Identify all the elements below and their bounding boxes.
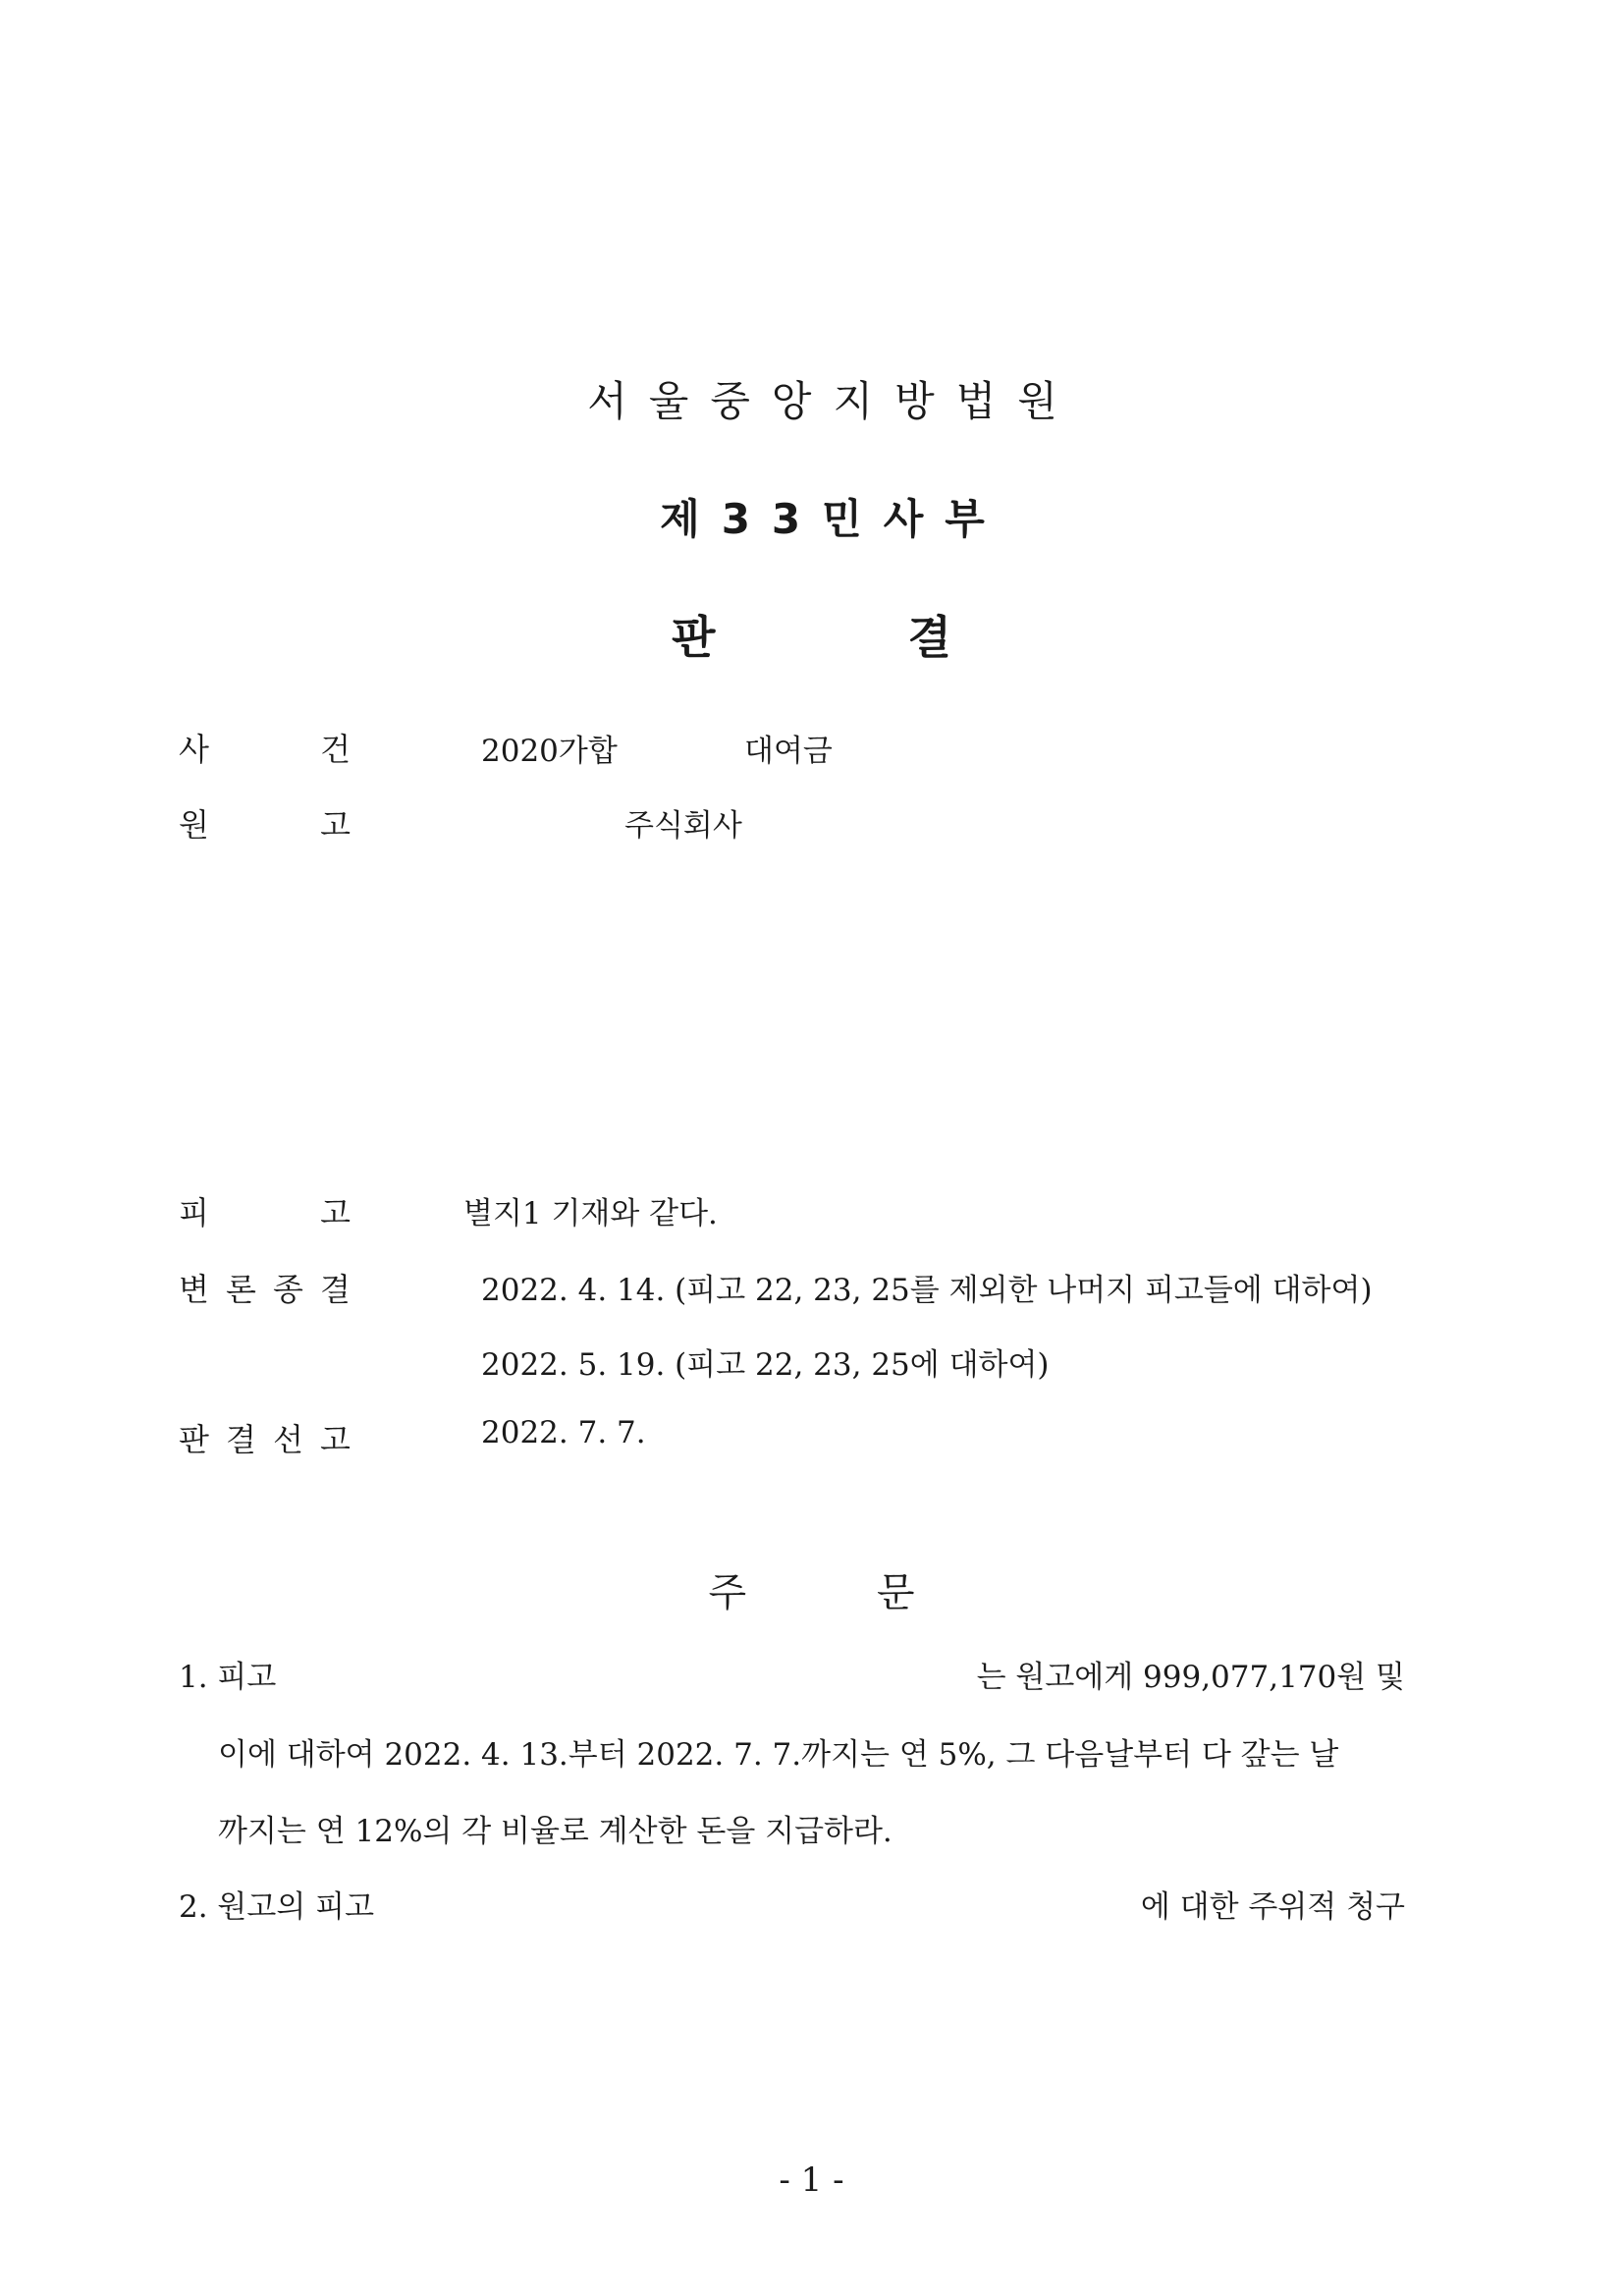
document-title: 판 결: [672, 611, 951, 664]
label-char: 론: [226, 1271, 256, 1308]
plaintiff-value: 주식회사: [624, 808, 742, 844]
label-char: 판: [179, 1421, 209, 1458]
order-item-1-right: 는 원고에게 999,077,170원 및: [976, 1660, 1405, 1695]
label-char: 사: [179, 731, 209, 768]
label-char: 변: [179, 1271, 209, 1308]
label-char: 종: [273, 1271, 303, 1308]
label-char: 건: [320, 731, 351, 768]
closing-date-2: 2022. 5. 19. (피고 22, 23, 25에 대하여): [481, 1347, 1050, 1383]
label-char: 결: [226, 1421, 256, 1458]
page-number: - 1 -: [779, 2160, 844, 2200]
pronouncement-label: [179, 1415, 351, 1460]
order-item-1-line-3: 까지는 연 12%의 각 비율로 계산한 돈을 지급하라.: [218, 1814, 893, 1849]
order-item-1-line-2: 이에 대하여 2022. 4. 13.부터 2022. 7. 7.까지는 연 5%, 그 다음날부터 다 갚는 날: [218, 1737, 1339, 1773]
label-char: 고: [320, 806, 351, 844]
order-title: 주 문: [708, 1570, 915, 1615]
case-label: [179, 725, 351, 770]
order-item-2-right: 에 대한 주위적 청구: [1140, 1889, 1405, 1925]
defendant-label: [179, 1188, 351, 1233]
label-char: 고: [320, 1194, 351, 1231]
plaintiff-label: [179, 800, 351, 846]
label-char: 결: [320, 1271, 351, 1308]
order-item-1-left: 1. 피고: [179, 1660, 277, 1695]
case-number: 2020가합: [481, 734, 618, 769]
label-char: 고: [320, 1421, 351, 1458]
label-char: 선: [273, 1421, 303, 1458]
division-name: 제33민사부: [660, 495, 1006, 543]
defendant-value: 별지1 기재와 같다.: [463, 1196, 718, 1231]
label-char: 원: [179, 806, 209, 844]
pronouncement-date: 2022. 7. 7.: [481, 1415, 646, 1450]
order-item-2-left: 2. 원고의 피고: [179, 1889, 375, 1925]
label-char: 피: [179, 1194, 209, 1231]
case-subject: 대여금: [744, 734, 833, 769]
closing-date-1: 2022. 4. 14. (피고 22, 23, 25를 제외한 나머지 피고들에 대하여): [481, 1273, 1373, 1308]
closing-label: [179, 1265, 351, 1310]
court-name: 서울중앙지방법원: [587, 377, 1079, 425]
